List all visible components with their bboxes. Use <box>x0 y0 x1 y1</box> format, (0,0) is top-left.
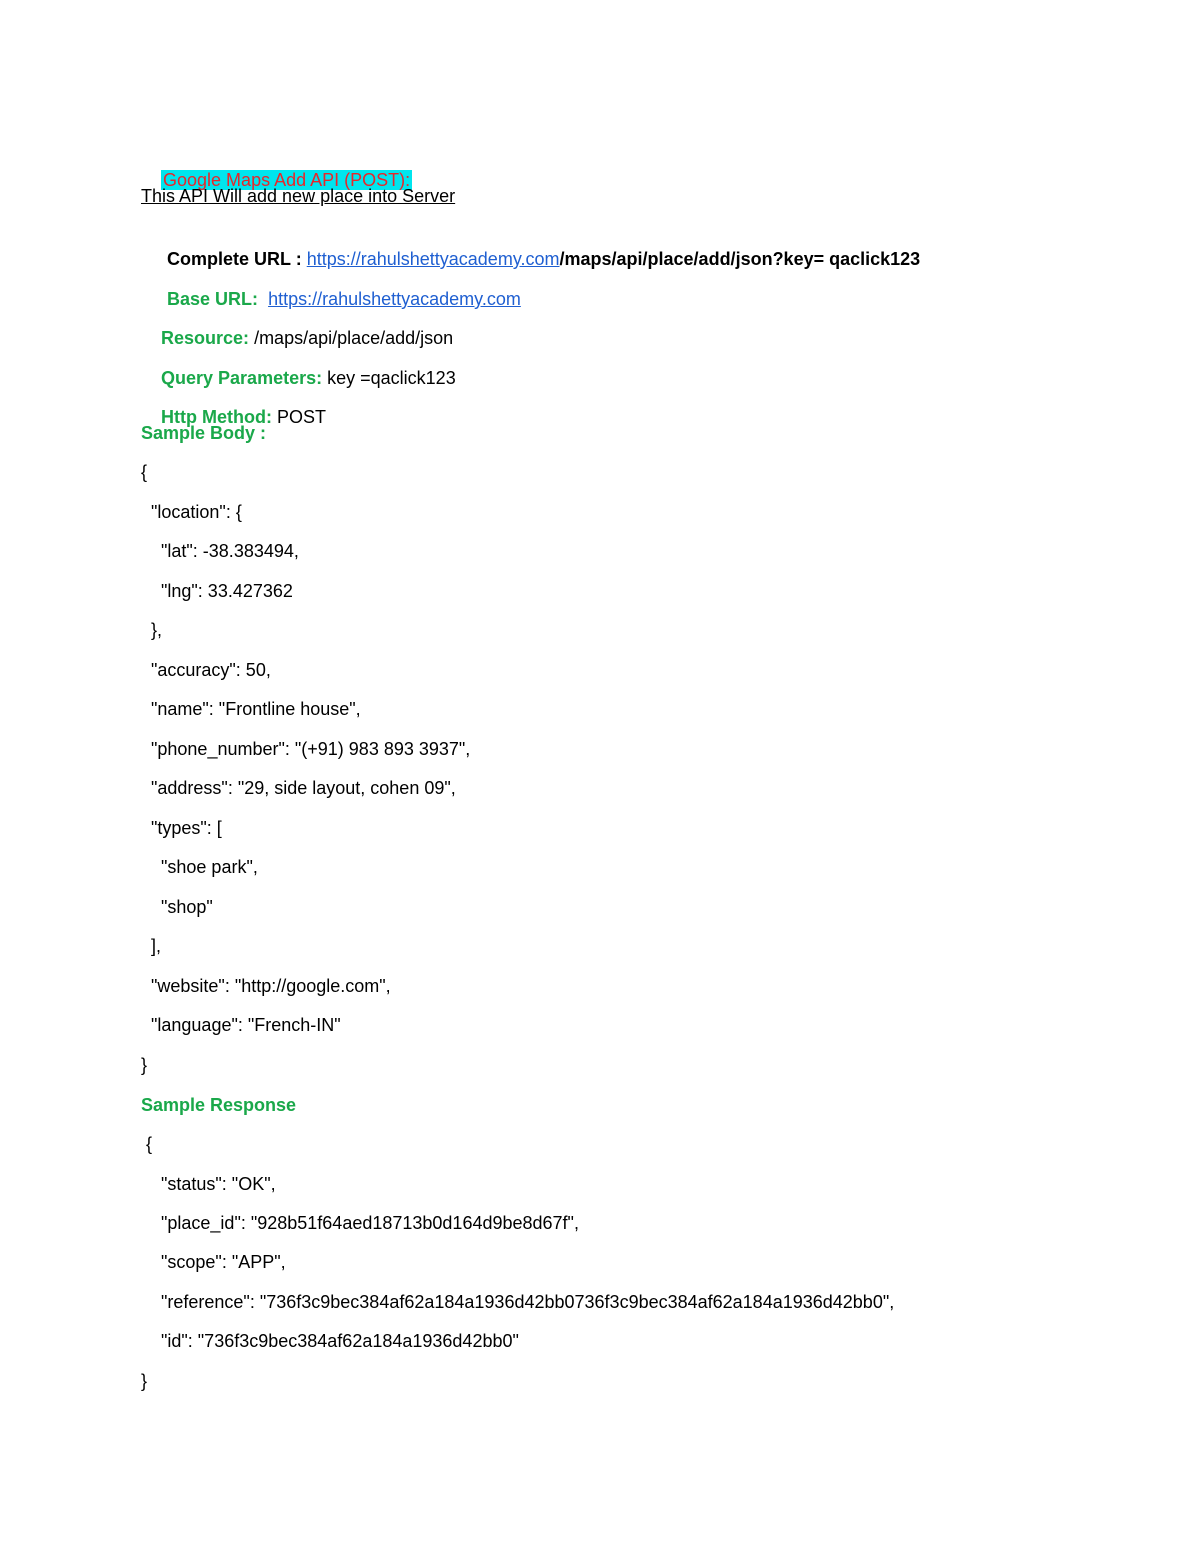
code-line: "scope": "APP", <box>141 1252 286 1272</box>
code-line: "accuracy": 50, <box>141 660 271 680</box>
code-line: "shop" <box>141 897 213 917</box>
code-line: "reference": "736f3c9bec384af62a184a1936d42bb0736f3c9bec384af62a184a1936d42bb0", <box>141 1292 895 1312</box>
code-line: } <box>141 1371 148 1391</box>
code-line: "lat": -38.383494, <box>141 541 299 561</box>
http-method-value: POST <box>277 407 327 427</box>
code-line: "types": [ <box>141 818 222 838</box>
query-parameters-label: Query Parameters: <box>161 368 323 388</box>
code-line: }, <box>141 620 163 640</box>
http-method-label: Http Method: <box>161 407 272 427</box>
code-line: "status": "OK", <box>141 1174 276 1194</box>
code-line: "language": "French-IN" <box>141 1015 341 1035</box>
code-line: "shoe park", <box>141 857 258 877</box>
code-line: { <box>141 1134 153 1154</box>
code-line: "address": "29, side layout, cohen 09", <box>141 778 456 798</box>
query-parameters-value: key =qaclick123 <box>327 368 456 388</box>
code-line: "lng": 33.427362 <box>141 581 293 601</box>
sample-response-label: Sample Response <box>141 1095 297 1115</box>
resource-value: /maps/api/place/add/json <box>254 328 454 348</box>
code-line: "place_id": "928b51f64aed18713b0d164d9be8d67f", <box>141 1213 579 1233</box>
complete-url-path: /maps/api/place/add/json?key= qaclick123 <box>559 249 921 269</box>
code-line: "phone_number": "(+91) 983 893 3937", <box>141 739 471 759</box>
doc-description: This API Will add new place into Server <box>141 186 456 206</box>
base-url-label: Base URL: <box>167 289 259 309</box>
code-line: { <box>141 462 148 482</box>
resource-label: Resource: <box>161 328 250 348</box>
code-line: "name": "Frontline house", <box>141 699 361 719</box>
code-line: "id": "736f3c9bec384af62a184a1936d42bb0" <box>141 1331 519 1351</box>
code-line: "location": { <box>141 502 242 522</box>
base-url-link[interactable]: https://rahulshettyacademy.com <box>268 289 521 309</box>
code-line: } <box>141 1055 148 1075</box>
complete-url-link[interactable]: https://rahulshettyacademy.com <box>306 249 560 269</box>
complete-url-label: Complete URL : <box>167 249 307 269</box>
doc-title: Google Maps Add API (POST): <box>163 170 411 190</box>
code-line: ], <box>141 936 162 956</box>
code-line: "website": "http://google.com", <box>141 976 391 996</box>
sample-body-label: Sample Body : <box>141 423 267 443</box>
